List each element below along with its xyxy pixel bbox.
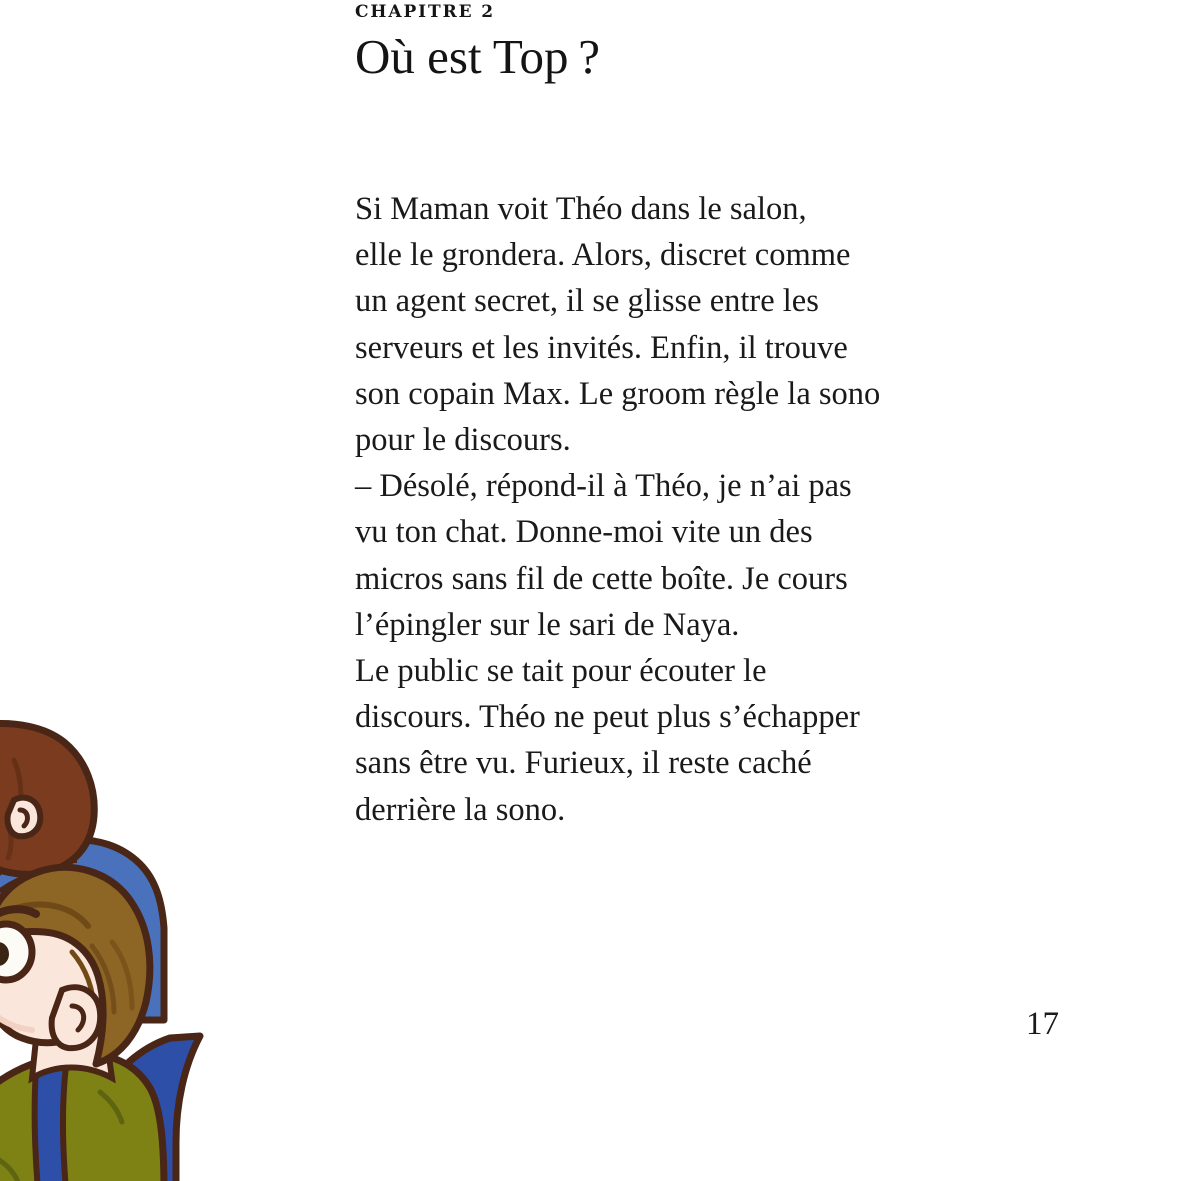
page-number: 17: [1026, 1006, 1059, 1042]
chapter-illustration: [0, 690, 330, 1181]
olive-shirt: [0, 1054, 164, 1181]
backpack-strap-front: [35, 1066, 66, 1181]
text-line: discours. Théo ne peut plus s’échapper: [355, 699, 860, 736]
text-line: micros sans fil de cette boîte. Je cours: [355, 560, 848, 597]
text-line: son copain Max. Le groom règle la sono: [355, 375, 881, 412]
page-title: Où est Top ?: [355, 29, 600, 84]
ear: [52, 987, 101, 1048]
text-line: – Désolé, répond-il à Théo, je n’ai pas: [355, 468, 852, 505]
text-line: derrière la sono.: [355, 791, 566, 828]
ear: [7, 798, 40, 837]
text-line: sans être vu. Furieux, il reste caché: [355, 745, 812, 782]
text-line: un agent secret, il se glisse entre les: [355, 283, 819, 320]
text-line: pour le discours.: [355, 422, 571, 459]
text-line: Le public se tait pour écouter le: [355, 653, 767, 690]
text-line: Si Maman voit Théo dans le salon,: [355, 191, 807, 227]
text-line: elle le grondera. Alors, discret comme: [355, 237, 851, 274]
text-line: serveurs et les invités. Enfin, il trouve: [355, 329, 848, 366]
chapter-header: [355, 0, 1055, 86]
text-line: l’épingler sur le sari de Naya.: [355, 606, 740, 643]
illustration-artwork: [0, 690, 330, 1181]
body-text: [355, 186, 1055, 833]
figure-boy-light-hair: [0, 867, 200, 1181]
chapter-label: CHAPITRE 2: [355, 2, 496, 22]
text-line: vu ton chat. Donne-moi vite un des: [355, 514, 813, 551]
